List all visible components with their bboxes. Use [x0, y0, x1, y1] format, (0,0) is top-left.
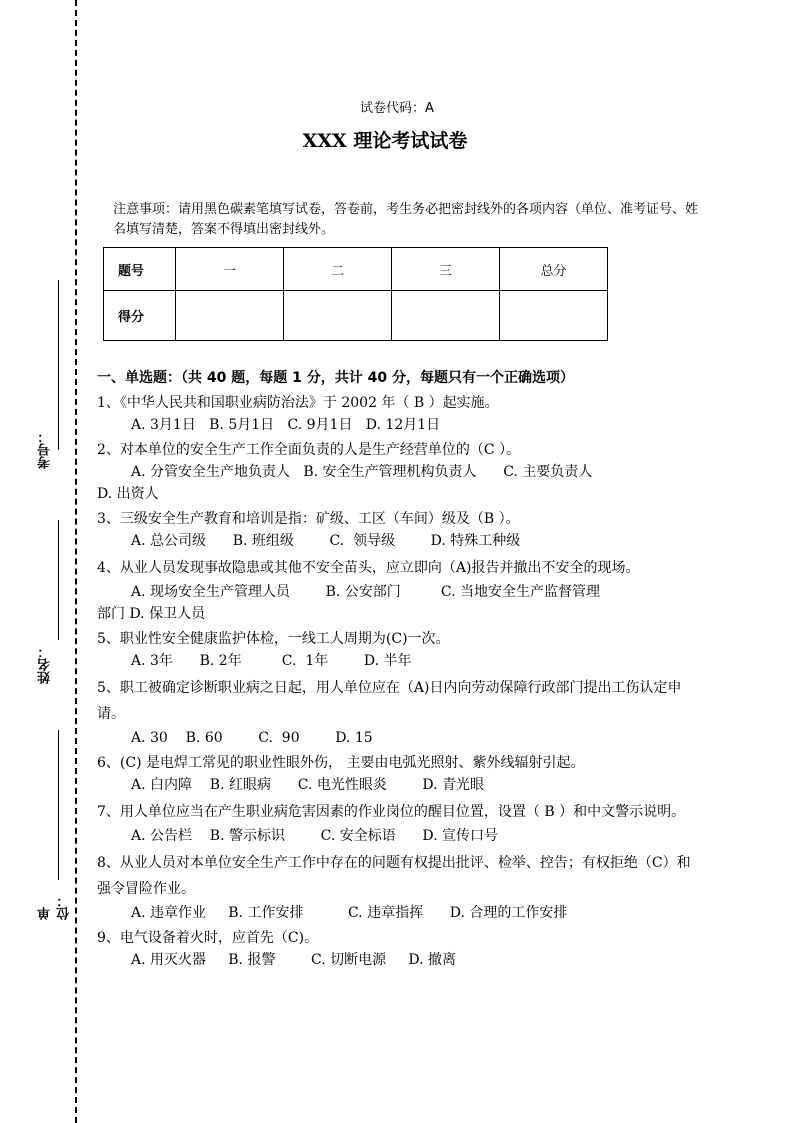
question-2	[97, 439, 697, 461]
question-text: 5、职工被确定诊断职业病之日起，用人单位应在（A)日内向劳动保障行政部门提出工伤认定申请。	[97, 680, 682, 722]
score-header-2: 二	[284, 248, 392, 291]
score-cell-2[interactable]	[284, 291, 392, 341]
question-options: A. 3年 B. 2年 C. 1年 D. 半年	[131, 653, 412, 669]
exam-no-label: 考号：	[38, 430, 53, 469]
question-5	[97, 628, 697, 650]
question-options-wrap: D. 出资人	[97, 486, 159, 502]
question-text: 6、(C) 是电焊工常见的职业性眼外伤， 主要由电弧光照射、紫外线辐射引起。	[97, 755, 585, 771]
score-cell-3[interactable]	[392, 291, 500, 341]
paper-title: XXX 理论考试试卷	[302, 130, 468, 152]
question-text: 4、从业人员发现事故隐患或其他不安全苗头，应立即向（A)报告并撤出不安全的现场。	[97, 560, 640, 576]
question-options: A. 总公司级 B. 班组级 C. 领导级 D. 特殊工种级	[131, 533, 521, 549]
question-options: A. 白内障 B. 红眼病 C. 电光性眼炎 D. 青光眼	[131, 777, 485, 793]
score-header-1: 一	[176, 248, 284, 291]
question-text: 1、《中华人民共和国职业病防治法》于 2002 年（ B ）起实施。	[97, 395, 499, 411]
exam-no-field[interactable]	[36, 280, 60, 470]
questions-area	[97, 367, 697, 971]
question-5b	[97, 675, 697, 727]
score-table	[103, 247, 608, 341]
question-7	[97, 799, 697, 825]
score-row-label: 得分	[104, 291, 176, 341]
question-options-wrap: 部门 D. 保卫人员	[97, 606, 206, 622]
question-text: 9、电气设备着火时，应首先（C)。	[97, 930, 319, 946]
question-text: 5、职业性安全健康监护体检，一线工人周期为(C)一次。	[97, 631, 450, 647]
score-header-total: 总分	[500, 248, 608, 291]
score-header-label: 题号	[104, 248, 176, 291]
score-cell-total[interactable]	[500, 291, 608, 341]
name-underline	[58, 520, 59, 640]
exam-no-underline	[58, 280, 59, 450]
seal-line	[75, 0, 77, 1123]
paper-code: 试卷代码：A	[360, 101, 434, 116]
question-text: 8、从业人员对本单位安全生产工作中存在的问题有权提出批评、检举、控告；有权拒绝（C）和强令冒险作业。	[97, 855, 691, 897]
unit-label: 单位：	[38, 894, 72, 920]
section-heading: 一、单选题：（共 40 题，每题 1 分，共计 40 分，每题只有一个正确选项）	[97, 370, 574, 386]
question-4	[97, 555, 697, 581]
question-9	[97, 927, 697, 949]
question-options: A. 违章作业 B. 工作安排 C. 违章指挥 D. 合理的工作安排	[131, 905, 568, 921]
score-cell-1[interactable]	[176, 291, 284, 341]
unit-underline	[58, 730, 59, 880]
question-6	[97, 752, 697, 774]
unit-field[interactable]	[36, 730, 72, 920]
score-value-row	[104, 291, 608, 341]
notice-text: 注意事项：请用黑色碳素笔填写试卷，答卷前，考生务必把密封线外的各项内容（单位、准考证号、姓名填写清楚，答案不得填出密封线外。	[113, 202, 699, 237]
question-options: A. 用灭火器 B. 报警 C. 切断电源 D. 撤离	[131, 952, 457, 968]
question-8	[97, 850, 697, 902]
name-field[interactable]	[36, 520, 60, 685]
score-header-row	[104, 248, 608, 291]
question-text: 2、对本单位的安全生产工作全面负责的人是生产经营单位的（C ）。	[97, 442, 521, 458]
name-label: 姓名：	[38, 645, 53, 684]
question-1	[97, 392, 697, 414]
score-header-3: 三	[392, 248, 500, 291]
question-text: 3、三级安全生产教育和培训是指：矿级、工区（车间）级及（B ）。	[97, 511, 520, 527]
question-options: A. 分管安全生产地负责人 B. 安全生产管理机构负责人 C. 主要负责人	[131, 464, 593, 480]
question-options: A. 现场安全生产管理人员 B. 公安部门 C. 当地安全生产监督管理	[131, 584, 600, 600]
question-options: A. 30 B. 60 C. 90 D. 15	[131, 730, 373, 746]
question-options: A. 3月1日 B. 5月1日 C. 9月1日 D. 12月1日	[131, 417, 441, 433]
question-options: A. 公告栏 B. 警示标识 C. 安全标语 D. 宣传口号	[131, 828, 499, 844]
question-3	[97, 508, 697, 530]
question-text: 7、用人单位应当在产生职业病危害因素的作业岗位的醒目位置，设置（ B ）和中文警示说明。	[97, 804, 686, 820]
